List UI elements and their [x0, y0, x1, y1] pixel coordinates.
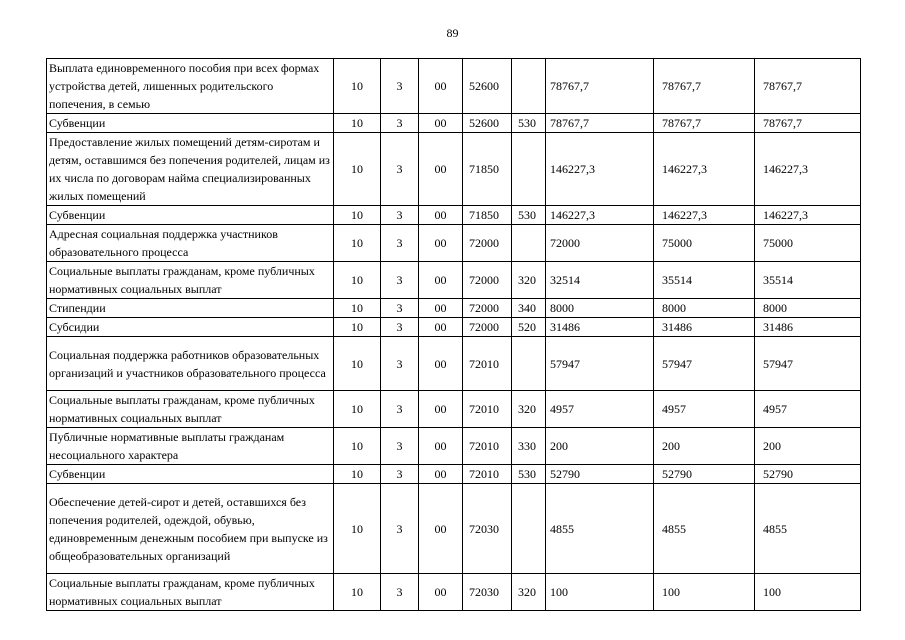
table-row	[47, 114, 861, 133]
table-row	[47, 484, 861, 574]
row-amount-2: 52790	[654, 465, 755, 484]
row-amount-1: 8000	[546, 299, 654, 318]
row-amount-1: 146227,3	[546, 133, 654, 206]
budget-table	[46, 58, 861, 611]
row-expense-type: 320	[512, 262, 546, 299]
row-section: 10	[334, 337, 381, 391]
row-amount-3: 35514	[755, 262, 861, 299]
row-expense-type: 320	[512, 391, 546, 428]
row-subsection: 3	[381, 574, 419, 611]
table-row	[47, 225, 861, 262]
row-program-code: 00	[419, 428, 463, 465]
row-expense-type: 530	[512, 465, 546, 484]
row-name: Социальные выплаты гражданам, кроме публичных нормативных социальных выплат	[47, 391, 334, 428]
row-expense-type	[512, 225, 546, 262]
row-amount-1: 72000	[546, 225, 654, 262]
row-target-item: 71850	[463, 206, 512, 225]
row-subsection: 3	[381, 337, 419, 391]
row-target-item: 72010	[463, 428, 512, 465]
row-name: Социальная поддержка работников образовательных организаций и участников образовательного процесса	[47, 337, 334, 391]
row-amount-1: 4855	[546, 484, 654, 574]
table-row	[47, 262, 861, 299]
row-amount-2: 75000	[654, 225, 755, 262]
row-amount-2: 8000	[654, 299, 755, 318]
table-row	[47, 574, 861, 611]
row-amount-2: 35514	[654, 262, 755, 299]
row-expense-type	[512, 484, 546, 574]
row-target-item: 52600	[463, 59, 512, 114]
row-name: Социальные выплаты гражданам, кроме публичных нормативных социальных выплат	[47, 574, 334, 611]
row-amount-2: 146227,3	[654, 133, 755, 206]
row-subsection: 3	[381, 225, 419, 262]
row-amount-3: 4855	[755, 484, 861, 574]
row-amount-1: 200	[546, 428, 654, 465]
row-amount-1: 32514	[546, 262, 654, 299]
row-program-code: 00	[419, 206, 463, 225]
row-amount-3: 100	[755, 574, 861, 611]
row-expense-type: 320	[512, 574, 546, 611]
row-subsection: 3	[381, 428, 419, 465]
row-name: Публичные нормативные выплаты гражданам несоциального характера	[47, 428, 334, 465]
row-amount-3: 146227,3	[755, 206, 861, 225]
row-amount-3: 200	[755, 428, 861, 465]
row-subsection: 3	[381, 465, 419, 484]
row-name: Стипендии	[47, 299, 334, 318]
row-amount-1: 78767,7	[546, 59, 654, 114]
row-subsection: 3	[381, 114, 419, 133]
row-subsection: 3	[381, 133, 419, 206]
row-program-code: 00	[419, 465, 463, 484]
table-row	[47, 133, 861, 206]
row-expense-type: 520	[512, 318, 546, 337]
row-target-item: 71850	[463, 133, 512, 206]
row-section: 10	[334, 574, 381, 611]
row-program-code: 00	[419, 262, 463, 299]
row-section: 10	[334, 133, 381, 206]
row-expense-type	[512, 133, 546, 206]
row-target-item: 72000	[463, 262, 512, 299]
row-target-item: 72000	[463, 318, 512, 337]
row-expense-type	[512, 337, 546, 391]
table-row	[47, 318, 861, 337]
row-amount-2: 146227,3	[654, 206, 755, 225]
table-row	[47, 206, 861, 225]
row-section: 10	[334, 299, 381, 318]
row-subsection: 3	[381, 318, 419, 337]
table-row	[47, 391, 861, 428]
row-program-code: 00	[419, 114, 463, 133]
table-row	[47, 59, 861, 114]
row-target-item: 72010	[463, 391, 512, 428]
row-subsection: 3	[381, 262, 419, 299]
table-row	[47, 337, 861, 391]
row-target-item: 52600	[463, 114, 512, 133]
row-amount-3: 146227,3	[755, 133, 861, 206]
page-number: 89	[446, 26, 459, 40]
row-program-code: 00	[419, 225, 463, 262]
row-target-item: 72010	[463, 337, 512, 391]
row-name: Субсидии	[47, 318, 334, 337]
row-amount-1: 78767,7	[546, 114, 654, 133]
row-amount-2: 57947	[654, 337, 755, 391]
row-amount-2: 100	[654, 574, 755, 611]
row-amount-1: 31486	[546, 318, 654, 337]
row-name: Субвенции	[47, 114, 334, 133]
row-name: Субвенции	[47, 465, 334, 484]
row-amount-2: 78767,7	[654, 114, 755, 133]
row-section: 10	[334, 59, 381, 114]
row-section: 10	[334, 225, 381, 262]
row-amount-2: 31486	[654, 318, 755, 337]
row-section: 10	[334, 391, 381, 428]
row-expense-type: 330	[512, 428, 546, 465]
row-section: 10	[334, 428, 381, 465]
row-amount-2: 4957	[654, 391, 755, 428]
row-name: Предоставление жилых помещений детям-сиротам и детям, оставшимся без попечения родителей, лицам из их числа по договорам найма специализированных жилых помещений	[47, 133, 334, 206]
row-name: Обеспечение детей-сирот и детей, оставшихся без попечения родителей, одеждой, обувью, единовременным денежным пособием при выпуске из общеобразовательных организаций	[47, 484, 334, 574]
row-subsection: 3	[381, 206, 419, 225]
row-section: 10	[334, 484, 381, 574]
row-program-code: 00	[419, 318, 463, 337]
row-subsection: 3	[381, 59, 419, 114]
row-name: Социальные выплаты гражданам, кроме публичных нормативных социальных выплат	[47, 262, 334, 299]
row-amount-1: 57947	[546, 337, 654, 391]
row-amount-3: 78767,7	[755, 114, 861, 133]
row-amount-1: 100	[546, 574, 654, 611]
row-name: Адресная социальная поддержка участников образовательного процесса	[47, 225, 334, 262]
row-section: 10	[334, 114, 381, 133]
row-subsection: 3	[381, 391, 419, 428]
row-program-code: 00	[419, 574, 463, 611]
row-target-item: 72030	[463, 574, 512, 611]
row-program-code: 00	[419, 299, 463, 318]
row-amount-2: 78767,7	[654, 59, 755, 114]
row-amount-2: 4855	[654, 484, 755, 574]
row-program-code: 00	[419, 391, 463, 428]
row-expense-type: 530	[512, 206, 546, 225]
row-subsection: 3	[381, 484, 419, 574]
row-amount-3: 52790	[755, 465, 861, 484]
row-target-item: 72000	[463, 299, 512, 318]
row-program-code: 00	[419, 59, 463, 114]
row-amount-2: 200	[654, 428, 755, 465]
row-target-item: 72010	[463, 465, 512, 484]
row-program-code: 00	[419, 484, 463, 574]
row-expense-type: 530	[512, 114, 546, 133]
row-name: Субвенции	[47, 206, 334, 225]
row-amount-3: 78767,7	[755, 59, 861, 114]
table-row	[47, 428, 861, 465]
row-amount-3: 75000	[755, 225, 861, 262]
row-expense-type: 340	[512, 299, 546, 318]
row-amount-3: 57947	[755, 337, 861, 391]
row-section: 10	[334, 318, 381, 337]
row-amount-3: 4957	[755, 391, 861, 428]
row-section: 10	[334, 206, 381, 225]
row-section: 10	[334, 262, 381, 299]
row-amount-3: 8000	[755, 299, 861, 318]
row-target-item: 72000	[463, 225, 512, 262]
row-program-code: 00	[419, 337, 463, 391]
table-row	[47, 299, 861, 318]
row-subsection: 3	[381, 299, 419, 318]
row-target-item: 72030	[463, 484, 512, 574]
row-amount-1: 52790	[546, 465, 654, 484]
row-name: Выплата единовременного пособия при всех формах устройства детей, лишенных родительского попечения, в семью	[47, 59, 334, 114]
row-amount-1: 4957	[546, 391, 654, 428]
table-row	[47, 465, 861, 484]
row-expense-type	[512, 59, 546, 114]
row-amount-1: 146227,3	[546, 206, 654, 225]
row-program-code: 00	[419, 133, 463, 206]
row-section: 10	[334, 465, 381, 484]
row-amount-3: 31486	[755, 318, 861, 337]
